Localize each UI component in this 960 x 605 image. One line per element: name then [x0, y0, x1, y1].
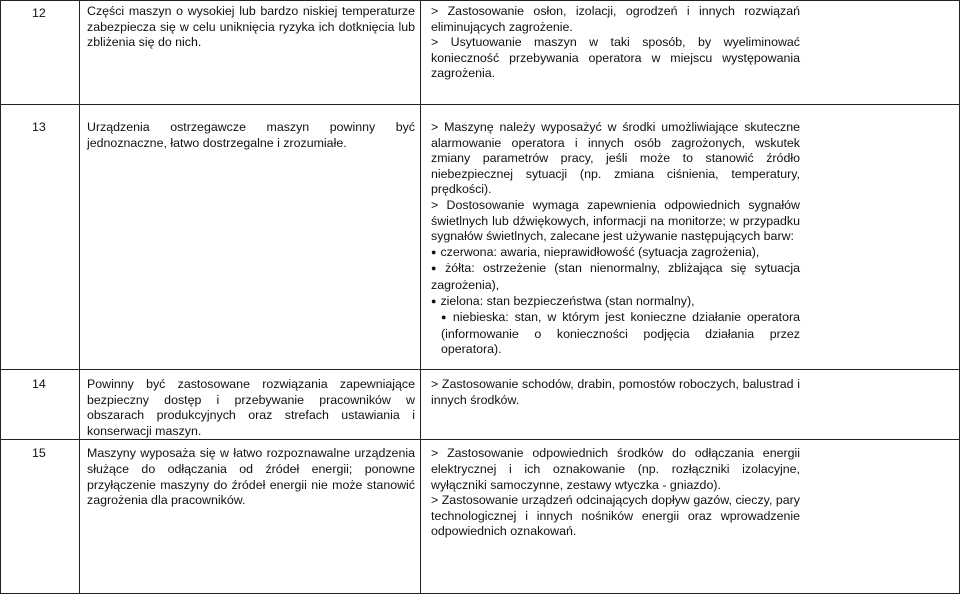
bullet-text: czerwona: awaria, nieprawidłowość (sytuacja zagrożenia), [440, 244, 760, 259]
row-number-cell [1, 1, 80, 105]
requirement-text: Części maszyn o wysokiej lub bardzo niskiej temperaturze zabezpiecza się w celu uniknięcia ryzyka ich dotknięcia lub zbliżenia się do nich. [87, 4, 415, 50]
row-number: 14 [32, 377, 46, 391]
bullet-text: żółta: ostrzeżenie (stan nienormalny, zbliżająca się sytuacja zagrożenia), [431, 261, 800, 292]
list-item [431, 245, 800, 262]
solution-text: > Zastosowanie urządzeń odcinających dopływ gazów, cieczy, pary technologicznej i innych nośników energii oraz wprowadzenie odpowiednich oznakowań. [431, 493, 800, 539]
table-row [1, 440, 960, 594]
bullet-text: zielona: stan bezpieczeństwa (stan normalny), [440, 293, 695, 308]
bullet-icon: ● [431, 246, 437, 257]
requirement-cell [80, 1, 421, 105]
bullet-icon: ● [431, 263, 442, 274]
solution-text: > Maszynę należy wyposażyć w środki umożliwiające skuteczne alarmowanie operatora i innych osób zagrożonych, wskutek zmiany parametrów pracy, jeśli może to stanowić źródło niebezpiecznej sytuacji (np. zmiana ciśnienia, temperatury, prędkości). [431, 120, 800, 197]
table-row [1, 1, 960, 105]
requirement-cell [80, 105, 421, 370]
row-number-cell [1, 105, 80, 370]
solutions-cell [421, 105, 960, 370]
solutions-cell [421, 370, 960, 440]
table-row [1, 105, 960, 370]
solution-text: > Zastosowanie schodów, drabin, pomostów roboczych, balustrad i innych środków. [431, 377, 800, 407]
solutions-cell [421, 440, 960, 594]
row-number-cell [1, 440, 80, 594]
bullet-text: niebieska: stan, w którym jest konieczne działanie operatora (informowanie o konieczności podjęcia działania przez operatora). [441, 310, 801, 357]
row-number: 13 [32, 120, 46, 134]
solutions-cell [421, 1, 960, 105]
row-number-cell [1, 370, 80, 440]
requirement-text: Maszyny wyposaża się w łatwo rozpoznawalne urządzenia służące do odłączania od źródeł energii; ponowne przyłączenie maszyny do źródeł energii nie może stanowić zagrożenia dla pracowników. [87, 446, 415, 508]
row-number: 12 [32, 6, 46, 20]
list-item [431, 310, 800, 358]
requirement-cell [80, 370, 421, 440]
list-item [431, 261, 800, 293]
row-number: 15 [32, 446, 46, 461]
requirement-text: Urządzenia ostrzegawcze maszyn powinny być jednoznaczne, łatwo dostrzegalne i zrozumiałe. [87, 120, 415, 150]
list-item [431, 294, 800, 311]
solution-text: > Zastosowanie osłon, izolacji, ogrodzeń i innych rozwiązań eliminujących zagrożenie. [431, 4, 800, 34]
solution-text: > Dostosowanie wymaga zapewnienia odpowiednich sygnałów świetlnych lub dźwiękowych, informacji na monitorze; w przypadku sygnałów świetlnych, zalecane jest używanie następujących barw: [431, 197, 800, 244]
solution-text: > Usytuowanie maszyn w taki sposób, by wyeliminować konieczność przebywania operatora w miejscu występowania zagrożenia. [431, 35, 800, 81]
bullet-icon: ● [431, 295, 437, 306]
requirement-cell [80, 440, 421, 594]
bullet-icon: ● [441, 312, 449, 323]
solution-text: > Zastosowanie odpowiednich środków do odłączania energii elektrycznej i ich oznakowanie (np. rozłączniki izolacyjne, wyłączniki samoczynne, zestawy wtyczka - gniazdo). [431, 446, 800, 492]
requirement-text: Powinny być zastosowane rozwiązania zapewniające bezpieczny dostęp i przebywanie pracowników w obszarach produkcyjnych oraz strefach ustawiania i konserwacji maszyn. [87, 377, 415, 438]
table-row [1, 370, 960, 440]
